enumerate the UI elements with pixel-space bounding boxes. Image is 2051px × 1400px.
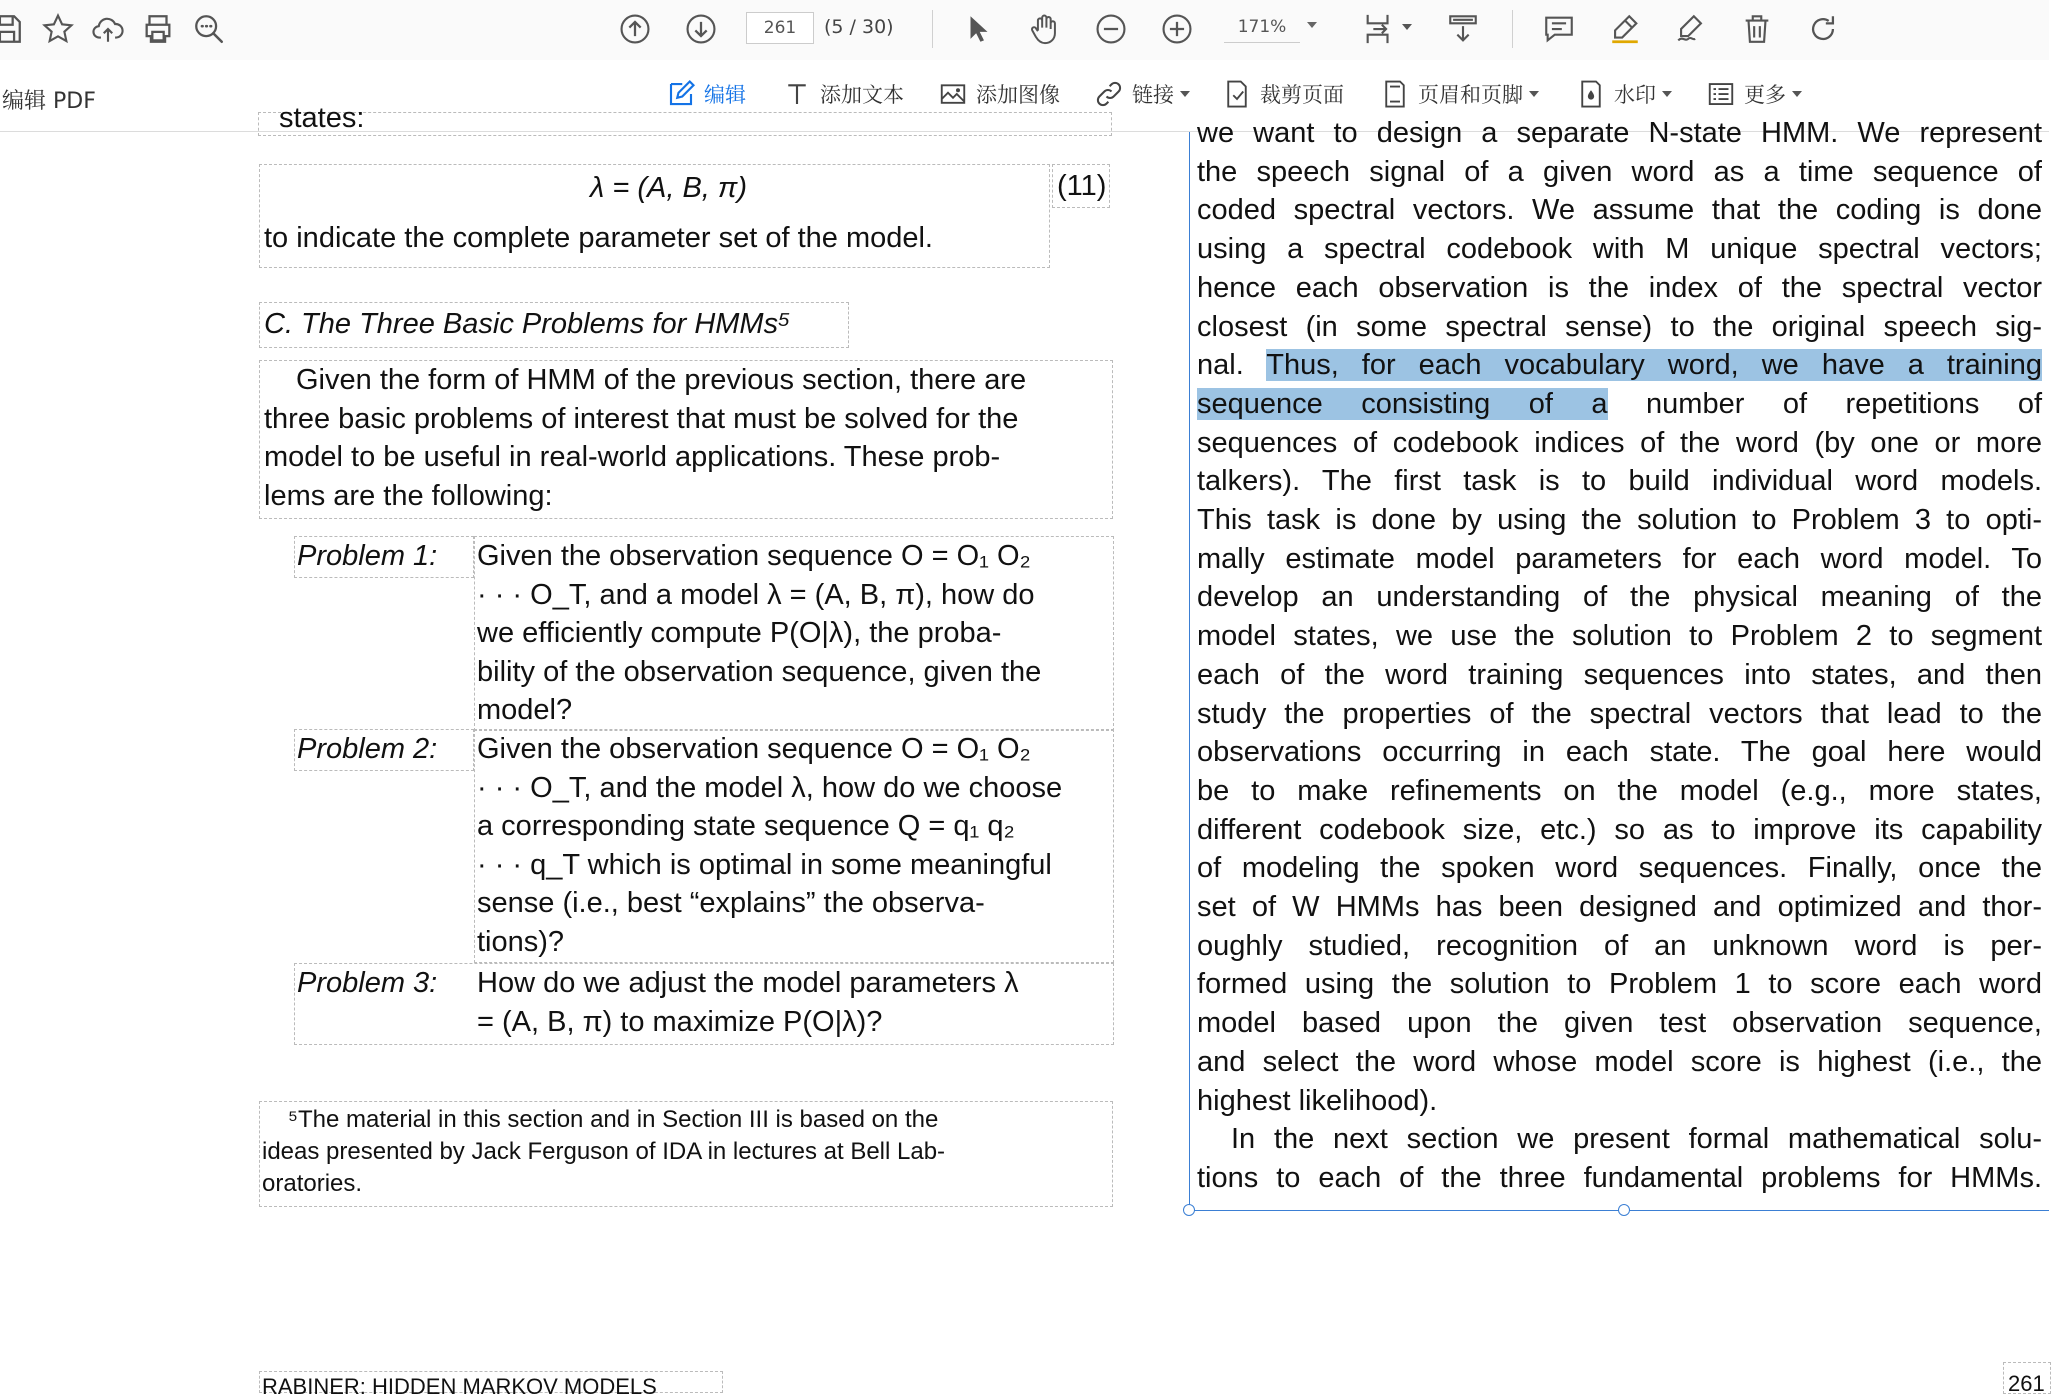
body-line: using a spectral codebook with M unique spectral vectors; [1197, 233, 2042, 266]
footnote-block[interactable] [259, 1101, 1113, 1207]
text-icon [782, 79, 812, 109]
body-line: formed using the solution to Problem 1 to score each word [1197, 968, 2042, 1001]
equation: λ = (A, B, π) [590, 172, 747, 204]
edit-label: 编辑 [704, 83, 746, 107]
comment-icon[interactable] [1538, 8, 1580, 50]
save-icon[interactable] [0, 8, 28, 50]
problem-line: we efficiently compute P(O|λ), the proba- [477, 617, 1002, 649]
edit-icon [666, 79, 696, 109]
problem-text-block[interactable] [474, 729, 1114, 963]
body-line: of modeling the spoken word sequences. Finally, once the [1197, 852, 2042, 885]
problem-line: · · · O_T, and the model λ, how do we choose [477, 771, 1063, 804]
body-line: model states, we use the solution to Problem 2 to segment [1197, 620, 2042, 653]
link-icon [1094, 79, 1124, 109]
problem-label-block[interactable] [294, 536, 474, 578]
zoom-level-select[interactable]: 171% [1224, 12, 1300, 43]
page-number-input[interactable]: 261 [746, 12, 814, 44]
intro-line: Given the form of HMM of the previous section, there are [296, 364, 1027, 396]
body-text: number of repetitions of [1607, 387, 2042, 420]
problem-label: Problem 3: [297, 967, 438, 999]
body-line: oughly studied, recognition of an unknown word is per- [1197, 929, 2042, 962]
problem-line: How do we adjust the model parameters λ [477, 967, 1019, 999]
body-line: In the next section we present formal mathematical solu- [1231, 1123, 2042, 1156]
more-button[interactable] [1706, 78, 1802, 110]
equation-sentence: to indicate the complete parameter set of the model. [264, 222, 933, 254]
draw-sign-icon[interactable] [1670, 8, 1712, 50]
body-line: study the properties of the spectral vectors that lead to the [1197, 697, 2042, 730]
body-line [1197, 346, 2042, 385]
equation-number-block[interactable] [1052, 164, 1110, 208]
body-line: and select the word whose model score is highest (i.e., the [1197, 1045, 2042, 1078]
chevron-down-icon [1180, 91, 1190, 97]
page-count: (5 / 30) [824, 16, 894, 38]
zoom-out-icon[interactable] [1090, 8, 1132, 50]
heading-block[interactable] [259, 302, 849, 348]
top-fragment: states: [279, 102, 365, 134]
equation-block[interactable] [259, 164, 1050, 268]
body-line: sequences of codebook indices of the word (by one or more [1197, 426, 2042, 459]
body-line: mally estimate model parameters for each word model. To [1197, 542, 2042, 575]
problem-label: Problem 1: [297, 540, 438, 572]
toolbar-divider [932, 10, 933, 48]
equation-number: (11) [1057, 170, 1107, 202]
watermark-button[interactable] [1576, 78, 1672, 110]
problem-line: Given the observation sequence O = O₁ O₂ [477, 733, 1031, 765]
header-footer-button[interactable] [1380, 78, 1539, 110]
footnote-line: oratories. [262, 1170, 363, 1197]
highlight-pen-icon[interactable] [1604, 8, 1646, 50]
select-pointer-icon[interactable] [958, 8, 1000, 50]
body-line: develop an understanding of the physical meaning of the [1197, 581, 2042, 614]
watermark-icon [1576, 79, 1606, 109]
problem-line: sense (i.e., best “explains” the observa- [477, 887, 985, 919]
add-image-button[interactable] [938, 78, 1060, 110]
chevron-down-icon [1529, 91, 1539, 97]
hand-tool-icon[interactable] [1024, 8, 1066, 50]
body-line: the speech signal of a given word as a time sequence of [1197, 155, 2042, 188]
selected-text[interactable]: sequence consisting of a [1197, 387, 1608, 420]
problem-label-block[interactable] [294, 729, 474, 771]
header-footer-icon [1380, 79, 1410, 109]
problem-line: Given the observation sequence O = O₁ O₂ [477, 540, 1031, 572]
document-view [0, 102, 2049, 1399]
resize-handle[interactable] [1183, 1204, 1195, 1216]
problem-line: · · · O_T, and a model λ = (A, B, π), how do [477, 578, 1035, 611]
body-line: This task is done by using the solution to Problem 3 to opti- [1197, 504, 2042, 536]
section-heading: C. The Three Basic Problems for HMMs⁵ [264, 308, 791, 340]
problem-line: tions)? [477, 925, 565, 958]
body-line: highest likelihood). [1197, 1084, 1438, 1117]
body-line: different codebook size, etc.) so as to improve its capability [1197, 813, 2042, 846]
footnote-line: ⁵The material in this section and in Section III is based on the [288, 1106, 939, 1133]
body-text: nal. [1197, 349, 1267, 382]
link-button[interactable] [1094, 78, 1190, 110]
image-icon [938, 79, 968, 109]
edit-button[interactable] [666, 78, 746, 110]
more-icon [1706, 79, 1736, 109]
problem-block[interactable] [294, 963, 1114, 1045]
problem-text-block[interactable] [474, 536, 1114, 731]
page-number-block[interactable] [2003, 1362, 2051, 1394]
page-number-text: 261 [2008, 1371, 2045, 1396]
scroll-mode-icon[interactable] [1442, 8, 1484, 50]
body-line: closest (in some spectral sense) to the original speech sig- [1197, 310, 2042, 343]
problem-label: Problem 2: [297, 733, 438, 765]
intro-paragraph-block[interactable] [259, 360, 1113, 519]
problem-line: a corresponding state sequence Q = q₁ q₂ [477, 810, 1015, 842]
crop-icon [1222, 79, 1252, 109]
page-fit-icon[interactable] [1358, 8, 1400, 50]
body-line: observations occurring in each state. The goal here would [1197, 736, 2042, 769]
body-line: talkers). The first task is to build individual word models. [1197, 465, 2042, 498]
bookmark-star-icon[interactable] [37, 8, 79, 50]
page-up-icon[interactable] [614, 8, 656, 50]
main-toolbar [0, 0, 2049, 61]
body-line [1197, 385, 2042, 424]
link-label: 链接 [1132, 83, 1174, 107]
more-label: 更多 [1744, 83, 1786, 107]
text-block[interactable] [258, 102, 1112, 136]
chevron-down-icon [1792, 91, 1802, 97]
print-icon[interactable] [137, 8, 179, 50]
problem-line: model? [477, 694, 573, 726]
page-down-icon[interactable] [680, 8, 722, 50]
intro-line: lems are the following: [264, 479, 553, 512]
body-line: each of the word training sequences into states, and then [1197, 658, 2042, 691]
chevron-down-icon[interactable] [1307, 22, 1317, 28]
chevron-down-icon[interactable] [1402, 24, 1412, 30]
chevron-down-icon [1662, 91, 1672, 97]
body-line: set of W HMMs has been designed and optimized and thor- [1197, 891, 2042, 923]
add-text-label: 添加文本 [820, 83, 904, 107]
toolbar-divider [1512, 10, 1513, 48]
cloud-upload-icon[interactable] [87, 8, 129, 50]
body-line: we want to design a separate N-state HMM. We represent [1197, 117, 2042, 149]
footnote-line: ideas presented by Jack Ferguson of IDA in lectures at Bell Lab- [262, 1138, 946, 1165]
problem-line: bility of the observation sequence, given the [477, 655, 1042, 688]
running-header-block[interactable] [259, 1371, 723, 1399]
zoom-in-icon[interactable] [1156, 8, 1198, 50]
find-zoom-icon[interactable] [188, 8, 230, 50]
add-text-button[interactable] [782, 78, 904, 110]
delete-trash-icon[interactable] [1736, 8, 1778, 50]
add-image-label: 添加图像 [976, 83, 1060, 107]
rotate-redo-icon[interactable] [1802, 8, 1844, 50]
body-line: model based upon the given test observation sequence, [1197, 1007, 2042, 1040]
body-line: tions to each of the three fundamental problems for HMMs. [1197, 1161, 2042, 1194]
header-footer-label: 页眉和页脚 [1418, 83, 1523, 107]
resize-handle[interactable] [1618, 1204, 1630, 1216]
crop-page-label: 裁剪页面 [1260, 83, 1344, 107]
body-line: hence each observation is the index of the spectral vector [1197, 271, 2042, 304]
right-text-block[interactable] [1197, 114, 2042, 1204]
problem-line: = (A, B, π) to maximize P(O|λ)? [477, 1005, 883, 1038]
selection-border [1189, 132, 1190, 1211]
selected-text[interactable]: Thus, for each vocabulary word, we have a training [1266, 349, 2042, 382]
watermark-label: 水印 [1614, 83, 1656, 107]
body-line: be to make refinements on the model (e.g., more states, [1197, 774, 2042, 807]
running-header: RABINER: HIDDEN MARKOV MODELS [262, 1374, 657, 1399]
edit-pdf-title: 编辑 PDF [2, 89, 96, 114]
intro-line: three basic problems of interest that must be solved for the [264, 402, 1019, 435]
crop-page-button[interactable] [1222, 78, 1344, 110]
intro-line: model to be useful in real-world applications. These prob- [264, 441, 1001, 473]
body-line: coded spectral vectors. We assume that the coding is done [1197, 194, 2042, 227]
problem-line: · · · q_T which is optimal in some meaningful [477, 848, 1052, 881]
